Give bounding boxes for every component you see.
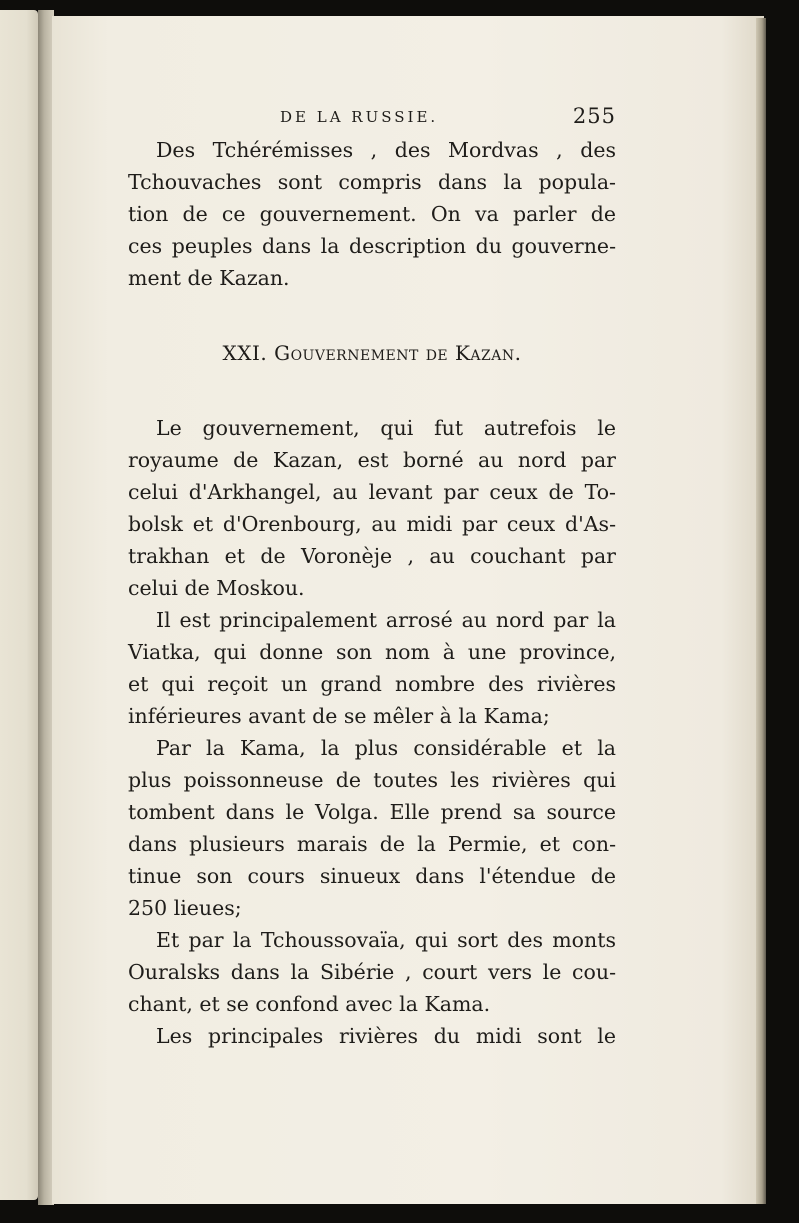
- paragraph-6: [128, 1020, 616, 1052]
- text-line: plus poissonneuse de toutes les rivières qui: [128, 768, 616, 792]
- text-line: Tchouvaches sont compris dans la popula-: [128, 170, 616, 194]
- page-fore-edge: [756, 18, 766, 1204]
- text-line: Les principales rivières du midi sont le: [156, 1024, 616, 1048]
- text-line: Le gouvernement, qui fut autrefois le: [156, 416, 616, 440]
- section-heading: [128, 337, 616, 369]
- page-number: 255: [572, 104, 616, 128]
- text-line: Viatka, qui donne son nom à une province,: [128, 640, 616, 664]
- paragraph-4: [128, 732, 616, 924]
- text-line: ces peuples dans la description du gouverne-: [128, 234, 616, 258]
- text-line: tinue son cours sinueux dans l'étendue de: [128, 864, 616, 888]
- text-line: tombent dans le Volga. Elle prend sa source: [128, 800, 616, 824]
- text-line: Et par la Tchoussovaïa, qui sort des monts: [156, 928, 616, 952]
- page-text: [128, 104, 616, 1052]
- text-line: trakhan et de Voronèje , au couchant par: [128, 544, 616, 568]
- text-line: Par la Kama, la plus considérable et la: [156, 736, 616, 760]
- running-head: DE LA RUSSIE.: [280, 108, 439, 126]
- text-line: Des Tchérémisses , des Mordvas , des: [156, 138, 616, 162]
- text-line: celui de Moskou.: [128, 576, 305, 600]
- paragraph-5: [128, 924, 616, 1020]
- paragraph-1: [128, 134, 616, 294]
- section-number: XXI.: [222, 341, 268, 365]
- text-line: inférieures avant de se mêler à la Kama;: [128, 704, 550, 728]
- text-line: Ouralsks dans la Sibérie , court vers le cou-: [128, 960, 616, 984]
- paragraph-3: [128, 604, 616, 732]
- text-line: dans plusieurs marais de la Permie, et con-: [128, 832, 616, 856]
- text-line: ment de Kazan.: [128, 266, 290, 290]
- text-line: royaume de Kazan, est borné au nord par: [128, 448, 616, 472]
- page-header: [128, 104, 616, 134]
- text-line: celui d'Arkhangel, au levant par ceux de To-: [128, 480, 616, 504]
- text-line: tion de ce gouvernement. On va parler de: [128, 202, 616, 226]
- text-line: chant, et se confond avec la Kama.: [128, 992, 491, 1016]
- text-line: Il est principalement arrosé au nord par la: [156, 608, 616, 632]
- text-line: 250 lieues;: [128, 896, 242, 920]
- paragraph-2: [128, 412, 616, 604]
- text-line: bolsk et d'Orenbourg, au midi par ceux d'As-: [128, 512, 616, 536]
- section-title: Gouvernement de Kazan.: [274, 341, 522, 365]
- left-page-edge: [0, 10, 38, 1200]
- text-line: et qui reçoit un grand nombre des rivières: [128, 672, 616, 696]
